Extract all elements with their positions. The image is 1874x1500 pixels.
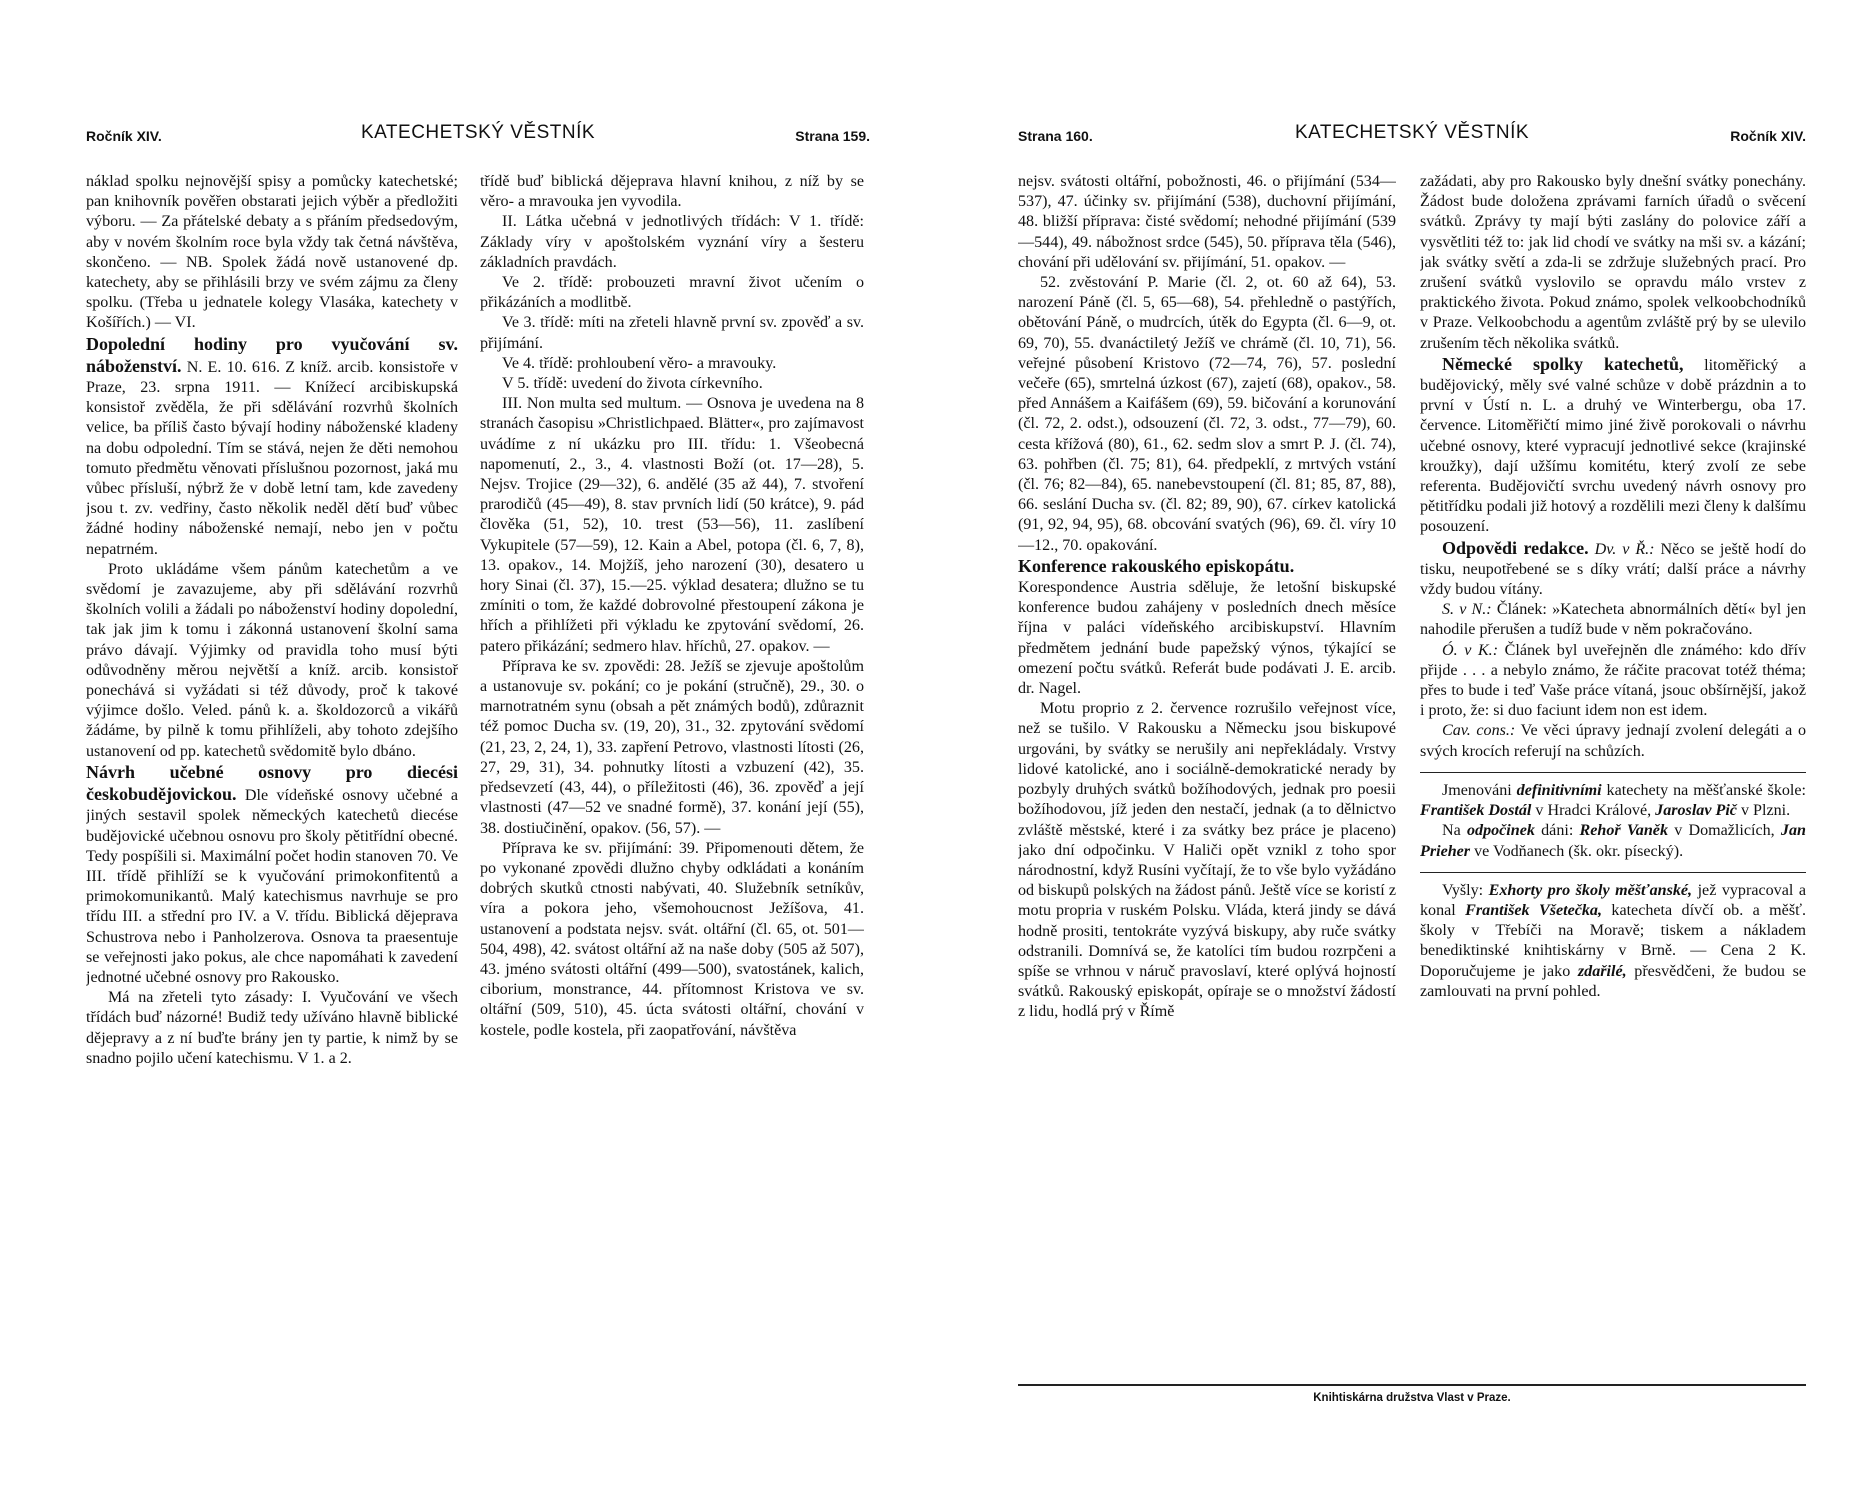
right-page-number: Strana 160. <box>1018 128 1093 144</box>
column-1 <box>86 172 458 1422</box>
left-page-number: Strana 159. <box>795 128 870 144</box>
paragraph: Ve 4. třídě: prohloubení věro- a mravouky. <box>502 354 777 372</box>
answer <box>1420 600 1806 640</box>
paragraph: třídě buď biblická dějeprava hlavní knihou, z níž by se věro- a mravouka jen vyvodila. <box>480 173 864 211</box>
paragraph: II. Látka učebná v jednotlivých třídách: V 1. třídě: Základy víry v apoštolském vyznání víry a šesteru základních pravdách. <box>480 213 864 271</box>
text: Na <box>1442 822 1461 840</box>
left-page-header <box>86 122 870 154</box>
person-name: Jaroslav Pič <box>1655 802 1737 820</box>
text: katechety na měšťanské škole: <box>1606 781 1806 799</box>
section-heading: Německé spolky katechetů, <box>1442 353 1684 374</box>
emphasis: definitivními <box>1516 781 1602 799</box>
section-heading: Konference rakouského episkopátu. <box>1018 555 1295 576</box>
paragraph: náklad spolku nejnovější spisy a pomůcky katechetské; pan knihovník pověřen obstarati jejich výběr a předložiti výboru. — Za přátelské debaty a s přáním předsedovým, aby v novém školním roce byla vždy tak četná návštěva, skončeno. — NB. Spolek žádá nově ustanovené dp. katechety, aby se přihlásili brzy ve svém zájmu za členy spolku. (Třeba u jednatele kolegy Vlasáka, katechety v Košířích.) — VI. <box>86 173 458 332</box>
text: Jmenováni <box>1442 781 1512 799</box>
text: jež vypracoval a konal <box>1420 881 1806 919</box>
answer-text: Článek byl uveřejněn dle známého: kdo dřív přijde . . . a nebylo známo, že ráčite pracovat totéž théma; přes to bude i teď Vaše práce vítaná, jsouc obšírnější, jakož i proto, že: si duo faciunt idem non est idem. <box>1420 641 1806 720</box>
printer-imprint: Knihtiskárna družstva Vlast v Praze. <box>1313 1392 1511 1404</box>
paragraph: V 5. třídě: uvedení do života církevního. <box>502 375 763 393</box>
text: přesvědčeni, že budou se zamlouvati na první pohled. <box>1420 962 1806 1000</box>
paragraph: Ve 3. třídě: míti na zřeteli hlavně první sv. zpověď a sv. přijímání. <box>480 314 864 352</box>
publication-notice <box>1420 881 1806 1002</box>
addressee: Cav. cons.: <box>1442 722 1516 740</box>
paragraph: Motu proprio z 2. července rozrušilo veřejnost více, než se tušilo. V Rakousku a Německu jsou biskupové urgováni, by svátky se nerušily ani nepřekládaly. Vrstvy lidové katolické, ano i sociálně-demokratické nerady by pozbyly druhých svátků božíhodových, jednak pro poesii božíhodovou, jíž jeden den nestačí, jednak (a to dělnictvo zvláště městské, které i za svátky bez práce je placeno) jako dní odpočinku. V Haliči opět vznikl z toho spor národnostní, když Rusíni vyčítají, že to vše bylo vyžádáno od biskupů polských na žádost pánů. Ještě více se koristí z motu propria v ruském Polsku. Vláda, která jindy se dává hodně prositi, tentokráte vyzývá biskupy, aby ruče svátky odstranili. Domnívá se, že katolíci tím budou rozrpčeni a spíše se vrhnou v náruč pravoslaví, které oplývá hojností svátků. Rakouský episkopát, opíraje se o množství žádostí z lidu, hodlá prý v Římě <box>1018 700 1396 1021</box>
article <box>1420 538 1806 601</box>
section-heading: Návrh učebné osnovy pro diecési českobudějovickou. <box>86 761 458 805</box>
paragraph: zažádati, aby pro Rakousko byly dnešní svátky ponechány. Žádost bude doložena zprávami farních úřadů o svěcení svátků. Zprávy ty mají býti zaslány do polovice září a vysvětliti též to: jak lid chodí ve svátky na mši sv. a kázání; jak svátky světí a zda-li se zdržuje služebných prací. Pro zrušení svátků vyslovilo se opravdu málo vrstev z praktického života. Pokud známo, spolek velkoobchodníků v Praze. Velkoobchodu a agentům zvláště prý by se ulevilo zrušením těch několika svátků. <box>1420 173 1806 352</box>
text: v Hradci Králové, <box>1535 802 1652 820</box>
article <box>86 334 458 560</box>
section-heading: Odpovědi redakce. <box>1442 537 1589 558</box>
person-name: Jan Prieher <box>1420 822 1806 860</box>
paragraph: Korespondence Austria sděluje, že letošní biskupské konference budou zahájeny v posledních dnech měsíce října v paláci vídeňského arcibiskupství. Hlavním předmětem jednání bude papežský výnos, týkající se omezení počtu svátků. Referát bude podávati J. E. arcib. dr. Nagel. <box>1018 579 1396 698</box>
column-4 <box>1420 172 1806 1422</box>
paragraph-text: litoměřický a budějovický, měly své valné schůze v době prázdnin a to první v Ústí n. L. a druhý ve Winterbergu, oba 17. července. Litoměřičtí mimo jiné živě porokovali o návrhu učebné osnovy, které vypracují jednotlivé sekce (krajinské kroužky), dají užšímu komitétu, který zvolí ze sebe referenta. Budějovičtí svrchu uvedený návrh osnovy pro pětitřídku podali již hotový a rozdělili mezi členy k dalšímu posouzení. <box>1420 356 1806 536</box>
right-journal-title: KATECHETSKÝ VĚSTNÍK <box>1294 122 1530 143</box>
retirements <box>1420 821 1806 861</box>
text: Vyšly: <box>1442 881 1484 899</box>
answer <box>1420 721 1806 761</box>
paragraph: Má na zřeteli tyto zásady: I. Vyučování ve všech třídách buď názorné! Budiž tedy užíváno hlavně biblické dějepravy a z ní buďte brány jen ty partie, k nimž by se snadno pojilo učení katechismu. V 1. a 2. <box>86 989 458 1067</box>
paragraph: Příprava ke sv. přijímání: 39. Připomenouti dětem, že po vykonané zpovědi dlužno chyby odkládati a konáním dobrých skutků ctnosti nabývati, 40. Služebník setníkův, víra a pokora jeho, všemohoucnost Ježíšova, 41. ustanovení a podstata nejsv. svát. oltářní (čl. 65, ot. 501—504, 498), 42. svátost oltářní až na naše doby (505 až 507), 43. jméno svátosti oltářní (499—500), svatostánek, kalich, ciborium, monstrance, 44. přítomnost Kristova ve sv. oltářní (509, 510), 45. úcta svátosti oltářní, chování v kostele, podle kostela, při zaopatřování, návštěva <box>480 839 864 1039</box>
paragraph: Příprava ke sv. zpovědi: 28. Ježíš se zjevuje apoštolům a ustanovuje sv. pokání; co je pokání (stručně), 29., 30. o marnotratném synu (obsah a pět známých bodů), zdůraznit též pomoc Ducha sv. (19, 20), 31., 32. zpytování svědomí (21, 23, 2, 24, 1), 33. zapření Petrovo, vlastnosti lítosti (26, 27, 29, 31), 34. pohnutky lítosti a vzbuzení (42), 35. předsevzetí (43, 44), o příležitosti (46), 36. zpověď a její vlastnosti (47—52 ve snadné formě), 37. konání její (55), 38. dostiučinění, opakov. (56, 57). — <box>480 657 864 837</box>
paragraph: III. Non multa sed multum. — Osnova je uvedena na 8 stranách časopisu »Christlichpaed. Blätter«, pro zajímavost uvádíme z ní ukázku pro III. třídu: 1. Všeobecná napomenutí, 2., 3., 4. vlastnosti Boží (ot. 17—28), 5. Nejsv. Trojice (29—32), 6. andělé (35 až 44), 7. stvoření prarodičů (45—49), 8. stav prvních lidí (50 krátce), 9. pád člověka (51, 52), 10. trest (53—56), 11. zaslíbení Vykupitele (57—59), 12. Kain a Abel, potopa (čl. 6, 7, 8), 13. opakov., 14. Mojžíš, jeho narození (30), desatero u hory Sinai (čl. 37), 15.—25. výklad desatera; dlužno se tu zmíniti o tom, že každé dobrovolné přestoupení zákona je hřích a přihlížeti při výkladu ke zpytování svědomí, 26. patero přikázání; sedmero hlav. hříchů, 27. opakov. — <box>480 395 864 655</box>
divider <box>1420 772 1806 773</box>
paragraph: Proto ukládáme všem pánům katechetům a ve svědomí je zavazujeme, aby při sdělávání rozvrhů školních volili a žádali po náboženství hodiny dopolední, tak jak jim k tomu i zákonná ustanovení školní sama právo dávají. Výjimky od pravidla toho musí býti odůvodněny měrou největší a kníž. arcib. konsistoř ponechává si vyžádati si též důvody, proč k takové výjimce došlo. Veled. pánů k. a. školdozorců a vikářů žádáme, by pilně k tomu přihlíželi, aby tohoto zdejšího ustanovení od pp. katechetů svědomitě bylo dbáno. <box>86 560 458 760</box>
article <box>86 762 458 988</box>
addressee: Dv. v Ř.: <box>1594 540 1655 558</box>
emphasis: zdařilé, <box>1577 962 1627 980</box>
paragraph: nejsv. svátosti oltářní, pobožnosti, 46. o přijímání (534—537), 47. účinky sv. přijímání (538), duchovní přijímání, 48. bližší příprava: čisté svědomí; nehodné přijímání (539—544), 49. nábožnost srdce (545), 50. příprava těla (546), chování při udělování sv. přijímání, 51. opakov. — <box>1018 173 1396 271</box>
column-3 <box>1018 172 1396 1422</box>
right-volume: Ročník XIV. <box>1730 128 1806 144</box>
left-journal-title: KATECHETSKÝ VĚSTNÍK <box>360 122 596 143</box>
paragraph-text: N. E. 10. 616. Z kníž. arcib. konsistoře v Praze, 23. srpna 1911. — Knížecí arcibiskupská konsistoř zvěděla, že při sdělávání rozvrhů školních velice, ba příliš často bývají hodiny náboženské kladeny na dobu odpolední. Tím se stává, nejen že děti nemohou tomuto předmětu věnovati příslušnou pozornost, jaká mu vůbec přísluší, nýbrž že v době letní tam, kde zavedeny jsou t. zv. vedřiny, často několik neděl dětí buď vůbec žádné hodiny náboženské nemají, nebo jen v počtu nepatrném. <box>86 358 458 558</box>
person-name: František Všetečka, <box>1465 901 1602 919</box>
text: ve Vodňanech (šk. okr. písecký). <box>1474 842 1684 860</box>
answer-text: Něco se ještě hodí do tisku, neupotřebené se s díky vrátí; další práce a návrhy vždy budou vítány. <box>1420 540 1806 599</box>
text: dáni: <box>1541 822 1574 840</box>
footer-rule <box>1018 1384 1806 1386</box>
addressee: S. v N.: <box>1442 601 1492 619</box>
article <box>1420 354 1806 538</box>
answer-text: Článek: »Katecheta abnormálních dětí« byl jen nahodile přerušen a tudíž bude v něm pokračováno. <box>1420 601 1806 639</box>
book-title: Exhorty pro školy měšťanské, <box>1488 881 1693 899</box>
text: v Domažlicích, <box>1674 822 1775 840</box>
section-heading: Dopolední hodiny pro vyučování sv. náboženství. <box>86 333 458 376</box>
right-page-header <box>1018 122 1806 154</box>
answer-text: Ve věci úpravy jednají zvolení delegáti a o svých krocích referují na schůzích. <box>1420 722 1806 760</box>
text: katecheta dívčí ob. a měšť. školy v Třebíči na Moravě; tiskem a nákladem benediktinské knihtiskárny v Brně. — Cena 2 K. Doporučujeme je jako <box>1420 901 1806 980</box>
column-2 <box>480 172 864 1422</box>
divider <box>1420 872 1806 873</box>
addressee: Ó. v K.: <box>1442 641 1499 659</box>
text: v Plzni. <box>1740 802 1791 820</box>
emphasis: odpočinek <box>1466 822 1535 840</box>
person-name: Rehoř Vaněk <box>1579 822 1668 840</box>
answer <box>1420 641 1806 722</box>
person-name: František Dostál <box>1420 802 1532 820</box>
appointments <box>1420 781 1806 821</box>
paragraph: 52. zvěstování P. Marie (čl. 2, ot. 60 až 64), 53. narození Páně (čl. 5, 65—68), 54. přehledně o pastýřích, obětování Páně, o mudrcích, útěk do Egypta (čl. 6—9, ot. 69, 70), 55. dvanáctiletý Ježíš ve chrámě (čl. 10, 71), 56. veřejné působení Kristovo (72—74, 76), 57. poslední večeře (65), smrtelná úzkost (67), zajetí (68), opakov., 58. před Annášem a Kaifášem (69), 59. bičování a korunování (čl. 72, 2. odst.), odsouzení (čl. 72, 3. odst., 77—79), 60. cesta křížová (80), 61., 62. sedm slov a smrt P. J. (čl. 74), 63. pohřben (čl. 75; 81), 64. předpeklí, z mrtvých vstání (čl. 76; 82—84), 65. nanebevstoupení (čl. 81; 85, 87, 88), 66. seslání Ducha sv. (čl. 82; 89, 90), 67. církev katolická (91, 92, 94, 95), 68. obcování svatých (96), 69. čl. víry 10—12., 70. opakování. <box>1018 274 1396 554</box>
paragraph-text: Dle vídeňské osnovy učebné a jiných sestavil spolek německých katechetů diecése budějovické učebnou osnovu pro školy pětitřídní obecné. Tedy pospíšili si. Maximální počet hodin stanoven 70. Ve III. třídě přihlíží se k vyučování primokonfitentů a primokomunikantů. Malý katechismus navrhuje se pro třídu III. a střední pro IV. a V. třídu. Biblická dějeprava Schustrova nebo i Panholzerova. Osnova ta praesentuje se veřejnosti jako pokus, ale chce napomáhati k zavedení jednotné učebné osnovy pro Rakousko. <box>86 787 458 986</box>
paragraph: Ve 2. třídě: probouzeti mravní život učením o přikázáních a modlitbě. <box>480 274 864 312</box>
left-volume: Ročník XIV. <box>86 128 162 144</box>
section-heading-line <box>1018 556 1396 578</box>
